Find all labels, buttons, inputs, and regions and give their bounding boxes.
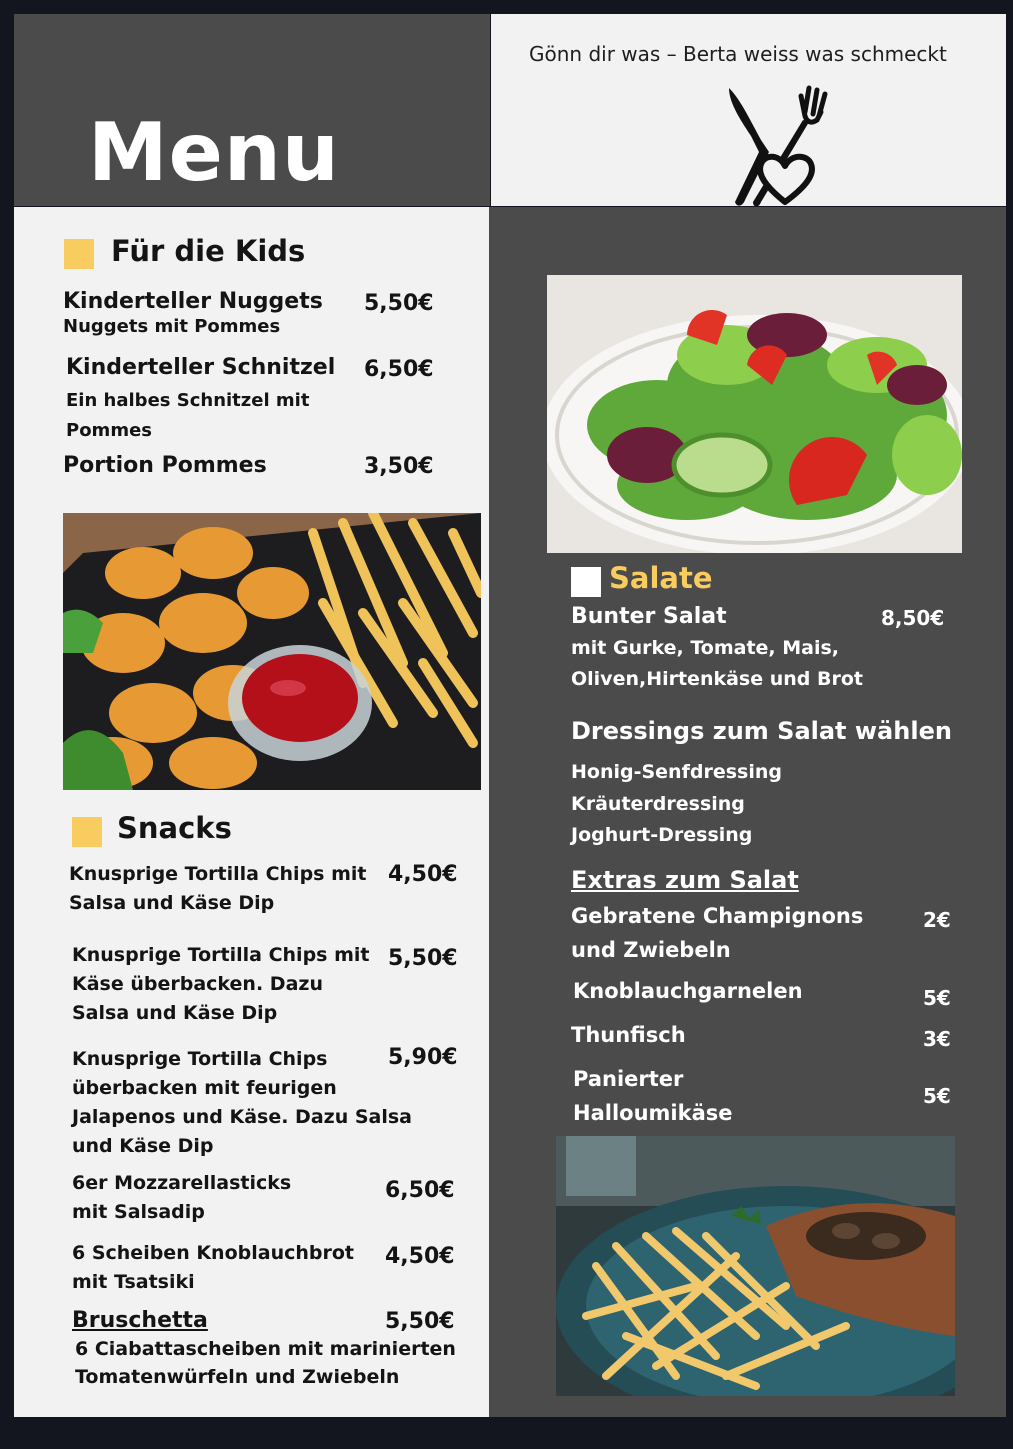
kids-item-price: 6,50€ xyxy=(364,357,434,382)
kids-item-name: Kinderteller Nuggets xyxy=(63,289,323,314)
snack-desc-line: mit Salsadip xyxy=(72,1201,205,1223)
extra-price: 5€ xyxy=(923,1084,951,1108)
salad-desc-line: mit Gurke, Tomate, Mais, xyxy=(571,637,840,659)
snack-desc-line: und Käse Dip xyxy=(72,1135,214,1157)
salads-title: Salate xyxy=(609,561,713,595)
snacks-title: Snacks xyxy=(117,811,232,845)
snack-price: 4,50€ xyxy=(385,1244,455,1269)
snack-desc-line: mit Tsatsiki xyxy=(72,1271,195,1293)
snack-desc-line: 6 Scheiben Knoblauchbrot xyxy=(72,1242,354,1264)
snack-desc-line: Salsa und Käse Dip xyxy=(72,1002,278,1024)
extra-line: Gebratene Champignons xyxy=(571,904,864,928)
snack-desc-line: 6 Ciabattascheiben mit marinierten xyxy=(75,1338,456,1360)
extras-title: Extras zum Salat xyxy=(571,866,799,894)
salad-photo xyxy=(547,275,962,553)
extra-line: Knoblauchgarnelen xyxy=(573,979,803,1003)
extra-price: 3€ xyxy=(923,1027,951,1051)
snack-desc-line: Knusprige Tortilla Chips mit xyxy=(69,863,367,885)
salad-price: 8,50€ xyxy=(881,606,945,630)
salad-desc-line: Oliven,Hirtenkäse und Brot xyxy=(571,668,863,690)
kids-item-desc: Pommes xyxy=(66,420,152,441)
salad-name: Bunter Salat xyxy=(571,604,727,629)
kids-item-desc: Nuggets mit Pommes xyxy=(63,316,281,337)
snack-price: 5,90€ xyxy=(388,1045,458,1070)
section-marker xyxy=(72,817,102,847)
nuggets-fries-photo xyxy=(63,513,481,790)
dressing-item: Kräuterdressing xyxy=(571,793,745,815)
dressing-item: Honig-Senfdressing xyxy=(571,761,782,783)
schnitzel-fries-photo xyxy=(556,1136,955,1396)
slogan-block xyxy=(491,14,1006,206)
kids-title: Für die Kids xyxy=(111,234,306,268)
snack-price: 5,50€ xyxy=(385,1309,455,1334)
dressings-title: Dressings zum Salat wählen xyxy=(571,717,952,745)
extra-line: Panierter xyxy=(573,1067,684,1091)
extra-line: und Zwiebeln xyxy=(571,938,731,962)
extra-line: Halloumikäse xyxy=(573,1101,733,1125)
right-column xyxy=(489,207,1006,1417)
slogan: Gönn dir was – Berta weiss was schmeckt xyxy=(529,42,947,66)
extra-price: 2€ xyxy=(923,908,951,932)
kids-item-desc: Ein halbes Schnitzel mit xyxy=(66,390,310,411)
snack-price: 4,50€ xyxy=(388,862,458,887)
snack-price: 6,50€ xyxy=(385,1178,455,1203)
snack-desc-line: überbacken mit feurigen xyxy=(72,1077,337,1099)
title-block xyxy=(14,14,490,206)
snack-desc-line: Tomatenwürfeln und Zwiebeln xyxy=(75,1366,400,1388)
kids-item-name: Kinderteller Schnitzel xyxy=(66,355,336,380)
kids-item-name: Portion Pommes xyxy=(63,453,267,478)
left-column xyxy=(14,207,489,1417)
snack-desc-line: Jalapenos und Käse. Dazu Salsa xyxy=(72,1106,412,1128)
snack-desc-line: Salsa und Käse Dip xyxy=(69,892,275,914)
extra-price: 5€ xyxy=(923,986,951,1010)
kids-item-price: 5,50€ xyxy=(364,291,434,316)
snack-desc-line: Knusprige Tortilla Chips xyxy=(72,1048,328,1070)
snack-desc-line: Knusprige Tortilla Chips mit xyxy=(72,944,370,966)
snack-price: 5,50€ xyxy=(388,946,458,971)
knife-fork-heart-icon xyxy=(721,82,836,212)
snack-desc-line: Käse überbacken. Dazu xyxy=(72,973,323,995)
page-title: Menu xyxy=(88,106,340,199)
section-marker xyxy=(64,239,94,269)
kids-item-price: 3,50€ xyxy=(364,454,434,479)
extra-line: Thunfisch xyxy=(571,1023,686,1047)
snack-desc-line: 6er Mozzarellasticks xyxy=(72,1172,292,1194)
section-marker xyxy=(571,567,601,597)
dressing-item: Joghurt-Dressing xyxy=(571,824,753,846)
snack-name: Bruschetta xyxy=(72,1308,208,1333)
